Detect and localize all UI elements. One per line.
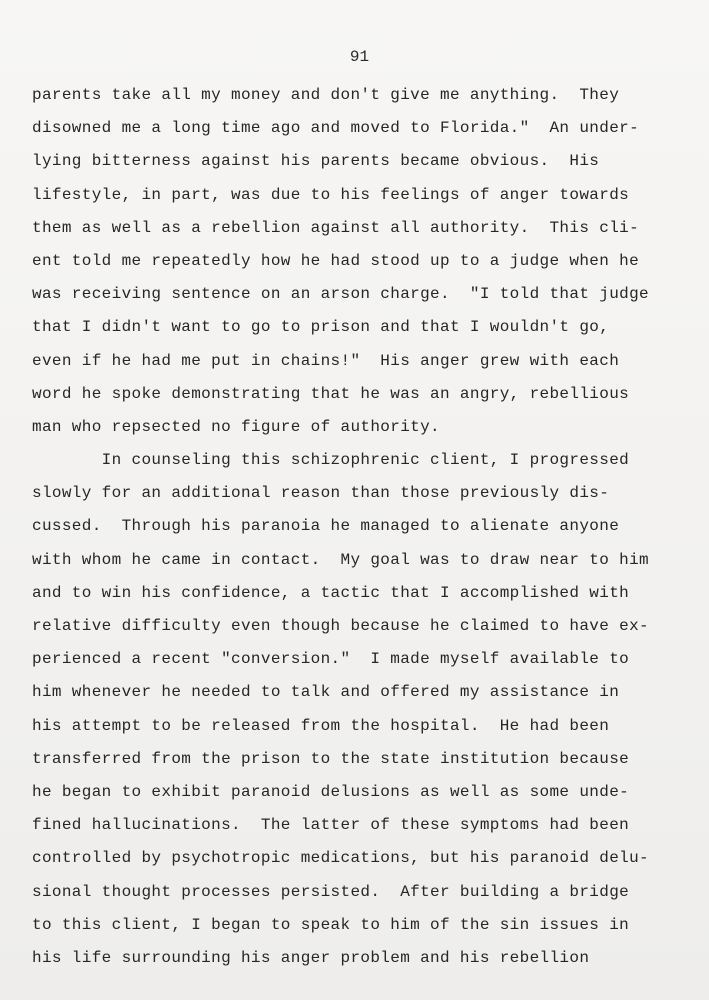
text-line: his attempt to be released from the hospital. He had been: [32, 716, 610, 735]
text-line: and to win his confidence, a tactic that I accomplished with: [32, 583, 630, 602]
text-line: was receiving sentence on an arson charge. "I told that judge: [32, 285, 649, 304]
text-line: slowly for an additional reason than those previously dis-: [32, 484, 610, 503]
text-line: with whom he came in contact. My goal was to draw near to him: [32, 550, 649, 569]
text-line: perienced a recent "conversion." I made myself available to: [32, 650, 630, 669]
text-line: them as well as a rebellion against all authority. This cli-: [32, 218, 640, 237]
text-line: cussed. Through his paranoia he managed to alienate anyone: [32, 517, 620, 536]
text-line: lifestyle, in part, was due to his feelings of anger towards: [32, 185, 630, 204]
text-line: relative difficulty even though because he claimed to have ex-: [32, 617, 649, 635]
text-line: sional thought processes persisted. After building a bridge: [32, 882, 630, 901]
text-line: he began to exhibit paranoid delusions as well as some unde-: [32, 782, 630, 801]
text-line: controlled by psychotropic medications, but his paranoid delu-: [32, 849, 649, 868]
text-line: transferred from the prison to the state institution because: [32, 749, 630, 768]
page-number: 91: [349, 48, 370, 66]
text-line: disowned me a long time ago and moved to Florida." An under-: [32, 119, 640, 138]
text-line: parents take all my money and don't give me anything. They: [32, 86, 620, 104]
text-line: ent told me repeatedly how he had stood up to a judge when he: [32, 251, 640, 270]
text-line: even if he had me put in chains!" His anger grew with each: [32, 351, 620, 370]
text-line: word he spoke demonstrating that he was an angry, rebellious: [32, 384, 630, 403]
text-line: fined hallucinations. The latter of these symptoms had been: [32, 816, 630, 835]
text-line: that I didn't want to go to prison and that I wouldn't go,: [32, 318, 610, 337]
text-line: to this client, I began to speak to him of the sin issues in: [32, 915, 630, 934]
text-line: him whenever he needed to talk and offered my assistance in: [32, 683, 620, 702]
text-line: lying bitterness against his parents became obvious. His: [32, 152, 600, 171]
body-text: [32, 79, 682, 975]
paragraph-start-line: In counseling this schizophrenic client, I progressed: [32, 451, 630, 470]
text-line: man who repsected no figure of authority.: [32, 417, 441, 436]
text-line: his life surrounding his anger problem and his rebellion: [32, 948, 590, 967]
